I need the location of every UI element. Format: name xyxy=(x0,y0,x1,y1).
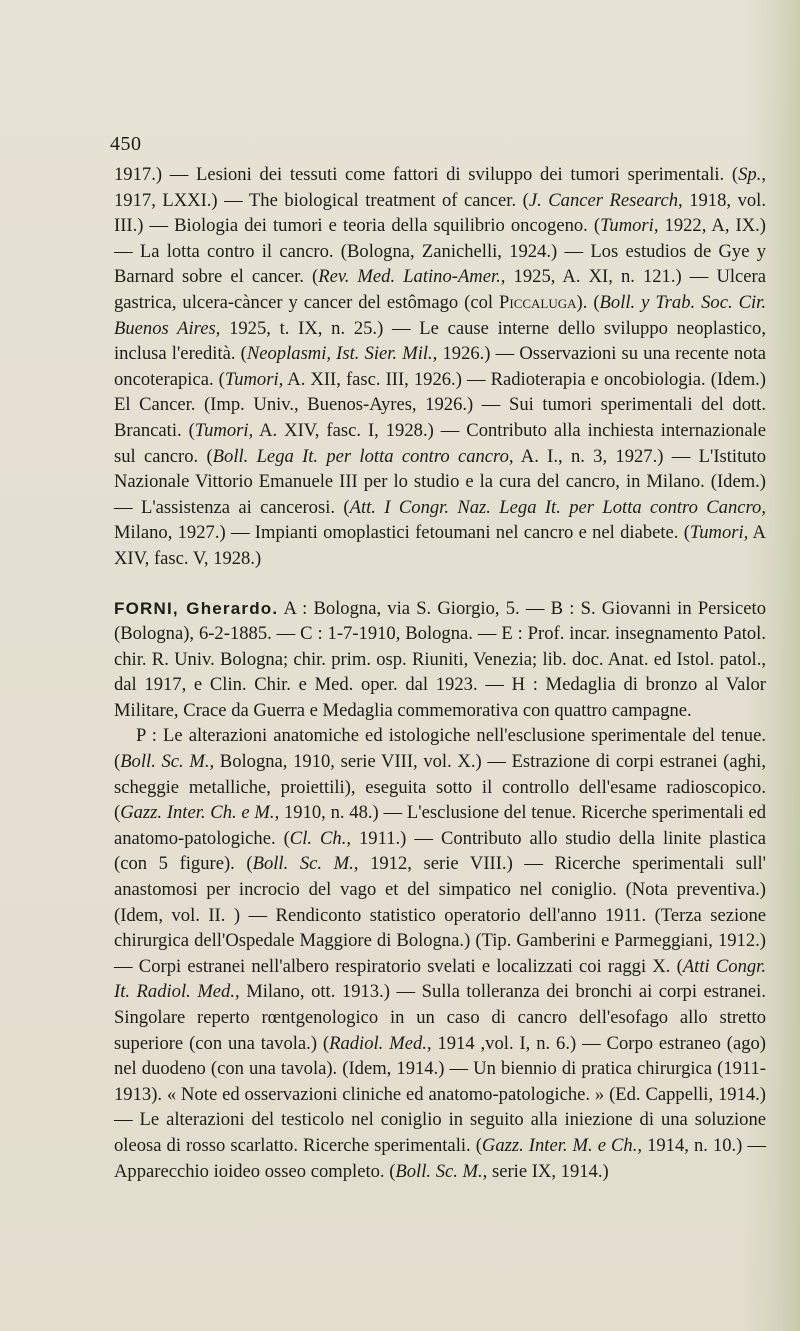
text-run: serie IX, 1914.) xyxy=(487,1160,609,1182)
text-run: 1911.) — Contributo allo studio della linite plastica (con 5 figure). ( xyxy=(114,827,766,875)
text-run: Milano, 1927.) — Impianti omoplastici fetoumani nel cancro e nel diabete. ( xyxy=(114,522,690,544)
italic-citation: Boll. Sc. M., xyxy=(120,751,215,773)
text-run: 1922, A, IX.) — La lotta contro il cancro. (Bologna, Zanichelli, 1924.) — Los estudios de Gye y Barnard sobre el cancer. ( xyxy=(114,215,766,288)
italic-citation: Radiol. Med., xyxy=(329,1032,432,1054)
italic-citation: Tumori, xyxy=(600,215,659,237)
italic-citation: Gazz. Inter. Ch. e M., xyxy=(120,802,280,824)
text-run: A. XII, fasc. III, 1926.) — Radioterapia e oncobiologia. (Idem.) El Cancer. (Imp. Univ., Buenos-Ayres, 1926.) — Sui tumori sperimentali del dott. Brancati. ( xyxy=(114,368,766,441)
italic-citation: Rev. Med. Latino-Amer., xyxy=(318,266,506,288)
italic-citation: Boll. Sc. M., xyxy=(395,1160,488,1182)
text-run: A : Bologna, via S. Giorgio, 5. — B : S. Giovanni in Persiceto (Bologna), 6-2-1885. — C : 1-7-1910, Bologna. — E : Prof. incar. insegnamento Patol. chir. R. Univ. Bologna; chir. prim. osp. Riuniti, Venezia; lib. doc. Anat. ed Istol. patol., dal 1917, e Clin. Chir. e Med. oper. dal 1923. — H : Medaglia di bronzo al Valor Militare, Crace da Guerra e Medaglia commemorativa con quattro campagne. xyxy=(114,597,766,721)
italic-citation: Tumori, xyxy=(689,522,749,544)
italic-citation: Tumori, xyxy=(194,419,254,441)
text-run: 1914 ,vol. I, n. 6.) — Corpo estraneo (ago) nel duodeno (con una tavola). (Idem, 1914.) — Un biennio di pratica chirurgica (1911-1913). « Note ed osservazioni cliniche ed anatomo-patologiche. » (Ed. Cappelli, 1914.) — Le alterazioni del testicolo nel coniglio in seguito alla iniezione di una soluzione oleosa di rosso scarlatto. Ricerche sperimentali. ( xyxy=(114,1032,766,1156)
author-entry-forni xyxy=(114,596,766,724)
italic-citation: Cl. Ch., xyxy=(289,827,352,849)
text-run: , 1917, LXXI.) — The biological treatment of cancer. ( xyxy=(114,164,766,211)
text-run: 1926.) — Osservazioni su una recente nota oncoterapica. ( xyxy=(114,343,766,390)
text-run: A. I., n. 3, 1927.) — L'Istituto Nazionale Vittorio Emanuele III per lo studio e la cura del cancro, in Milano. (Idem.) — L'assistenza ai cancerosi. ( xyxy=(114,445,766,518)
text-run: Piccaluga xyxy=(499,291,577,313)
italic-citation: Tumori, xyxy=(224,368,284,390)
publications-paragraph xyxy=(114,723,766,1184)
text-run: Bologna, 1910, serie VIII, vol. X.) — Estrazione di corpi estranei (aghi, scheggie metalliche, proiettili), eseguita sotto il controllo dell'esame radioscopico. ( xyxy=(114,751,766,824)
text-run: ). ( xyxy=(576,291,600,313)
text-run: A. XIV, fasc. I, 1928.) — Contributo alla inchiesta internazionale sul cancro. ( xyxy=(114,419,766,467)
text-run: 1910, n. 48.) — L'esclusione del tenue. Ricerche sperimentali ed anatomo-patologiche. ( xyxy=(114,802,767,849)
italic-citation: Boll. Sc. M., xyxy=(252,853,359,875)
text-run: A XIV, fasc. V, 1928.) xyxy=(114,522,766,569)
text-run: 1918, vol. III.) — Biologia dei tumori e teoria della squilibrio oncogeno. ( xyxy=(114,189,766,237)
italic-citation: Boll. y Trab. Soc. Cir. Buenos Aires, xyxy=(114,291,766,339)
italic-citation: Sp. xyxy=(738,164,762,185)
text-run: 1917.) — Lesioni dei tessuti come fattori di sviluppo dei tumori sperimentali. ( xyxy=(114,164,739,185)
page-number: 450 xyxy=(110,133,142,155)
bibliography-paragraph-continued xyxy=(114,162,766,572)
italic-citation: Neoplasmi, Ist. Sier. Mil., xyxy=(246,343,438,365)
italic-citation: J. Cancer Research, xyxy=(528,189,683,211)
text-run: P : Le alterazioni anatomiche ed istologiche nell'esclusione sperimentale del tenue. ( xyxy=(114,725,766,773)
italic-citation: Atti Congr. It. Radiol. Med., xyxy=(114,955,766,1003)
text-run: 1925, A. XI, n. 121.) — Ulcera gastrica, ulcera-càncer y cancer del estômago (col xyxy=(114,266,766,313)
text-run: 1912, serie VIII.) — Ricerche sperimentali sull' anastomosi per incrocio del vago et del simpatico nel coniglio. (Nota preventiva.) (Idem, vol. II. ) — Rendiconto statistico operatorio dell'anno 1911. (Terza sezione chirurgica dell'Ospedale Maggiore di Bologna.) (Tip. Gamberini e Parmeggiani, 1912.) — Corpi estranei nell'albero respiratorio svelati e localizzati coi raggi X. ( xyxy=(114,853,766,977)
author-name: FORNI, Gherardo. xyxy=(114,598,279,618)
italic-citation: Att. I Congr. Naz. Lega It. per Lotta contro Cancro, xyxy=(349,496,766,518)
text-run: Milano, ott. 1913.) — Sulla tolleranza dei bronchi ai corpi estranei. Singolare reperto rœntgenologico in un caso di cancro dell'esofago allo stretto superiore (con una tavola.) ( xyxy=(114,981,766,1054)
text-run: 1925, t. IX, n. 25.) — Le cause interne dello sviluppo neoplastico, inclusa l'eredità. ( xyxy=(114,317,766,365)
text-column xyxy=(114,162,766,1184)
italic-citation: Boll. Lega It. per lotta contro cancro, xyxy=(212,445,514,467)
italic-citation: Gazz. Inter. M. e Ch., xyxy=(481,1134,643,1156)
text-run: 1914, n. 10.) — Apparecchio ioideo osseo completo. ( xyxy=(114,1134,766,1182)
